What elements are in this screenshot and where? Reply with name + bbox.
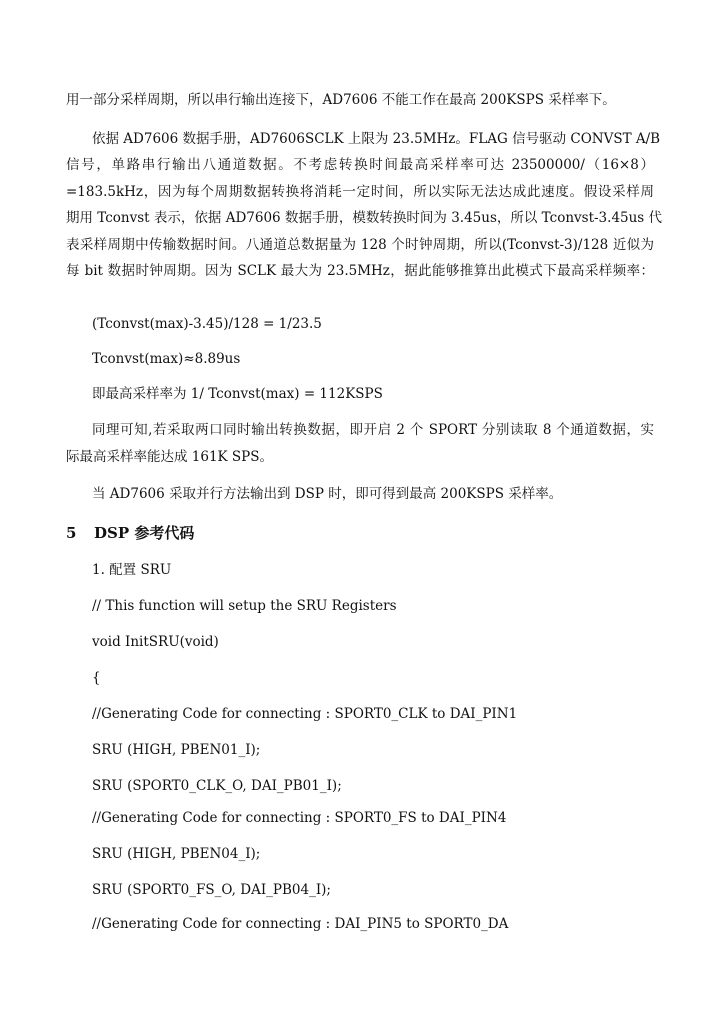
paragraph-4: 当 AD7606 采取并行方法输出到 DSP 时，即可得到最高 200KSPS 采样率。 [92, 486, 563, 502]
subsection-title: 1. 配置 SRU [92, 562, 172, 578]
paragraph-2-line-1: 依据 AD7606 数据手册，AD7606SCLK 上限为 23.5MHz。FLAG 信号驱动 CONVST A/B [92, 131, 661, 147]
formula-3: 即最高采样率为 1/ Tconvst(max) = 112KSPS [92, 386, 383, 402]
code-line: //Generating Code for connecting : SPORT0_CLK to DAI_PIN1 [92, 706, 518, 722]
code-line: // This function will setup the SRU Registers [92, 598, 397, 614]
section-heading [66, 523, 194, 543]
section-title: DSP 参考代码 [94, 524, 195, 542]
formula-1: (Tconvst(max)-3.45)/128 = 1/23.5 [92, 316, 322, 332]
code-line: void InitSRU(void) [92, 634, 219, 650]
code-line: //Generating Code for connecting : DAI_PIN5 to SPORT0_DA [92, 916, 509, 932]
paragraph-1-line-1: 用一部分采样周期，所以串行输出连接下，AD7606 不能工作在最高 200KSPS 采样率下。 [66, 92, 616, 108]
paragraph-2-line-3: =183.5kHz，因为每个周期数据转换将消耗一定时间，所以实际无法达成此速度。假设采样周 [66, 184, 654, 200]
code-line: //Generating Code for connecting : SPORT0_FS to DAI_PIN4 [92, 810, 507, 826]
section-number: 5 [66, 524, 77, 542]
paragraph-2-line-6: 每 bit 数据时钟周期。因为 SCLK 最大为 23.5MHz，据此能够推算出此模式下最高采样频率： [66, 263, 654, 279]
formula-2: Tconvst(max)≈8.89us [92, 351, 241, 367]
paragraph-3-line-1: 同理可知,若采取两口同时输出转换数据，即开启 2 个 SPORT 分别读取 8 个通道数据，实 [92, 422, 654, 438]
code-line: SRU (SPORT0_CLK_O, DAI_PB01_I); [92, 778, 342, 794]
paragraph-2-line-5: 表采样周期中传输数据时间。八通道总数据量为 128 个时钟周期，所以(Tconvst-3)/128 近似为 [66, 237, 654, 253]
paragraph-3-line-2: 际最高采样率能达成 161K SPS。 [66, 449, 274, 465]
code-line: SRU (HIGH, PBEN04_I); [92, 846, 261, 862]
code-line: SRU (SPORT0_FS_O, DAI_PB04_I); [92, 882, 331, 898]
code-line: { [92, 670, 101, 686]
code-line: SRU (HIGH, PBEN01_I); [92, 742, 261, 758]
paragraph-2-line-2: 信号，单路串行输出八通道数据。不考虑转换时间最高采样率可达 23500000/（16×8） [66, 157, 654, 173]
paragraph-2-line-4: 期用 Tconvst 表示，依据 AD7606 数据手册，模数转换时间为 3.45us，所以 Tconvst-3.45us 代 [66, 210, 663, 226]
